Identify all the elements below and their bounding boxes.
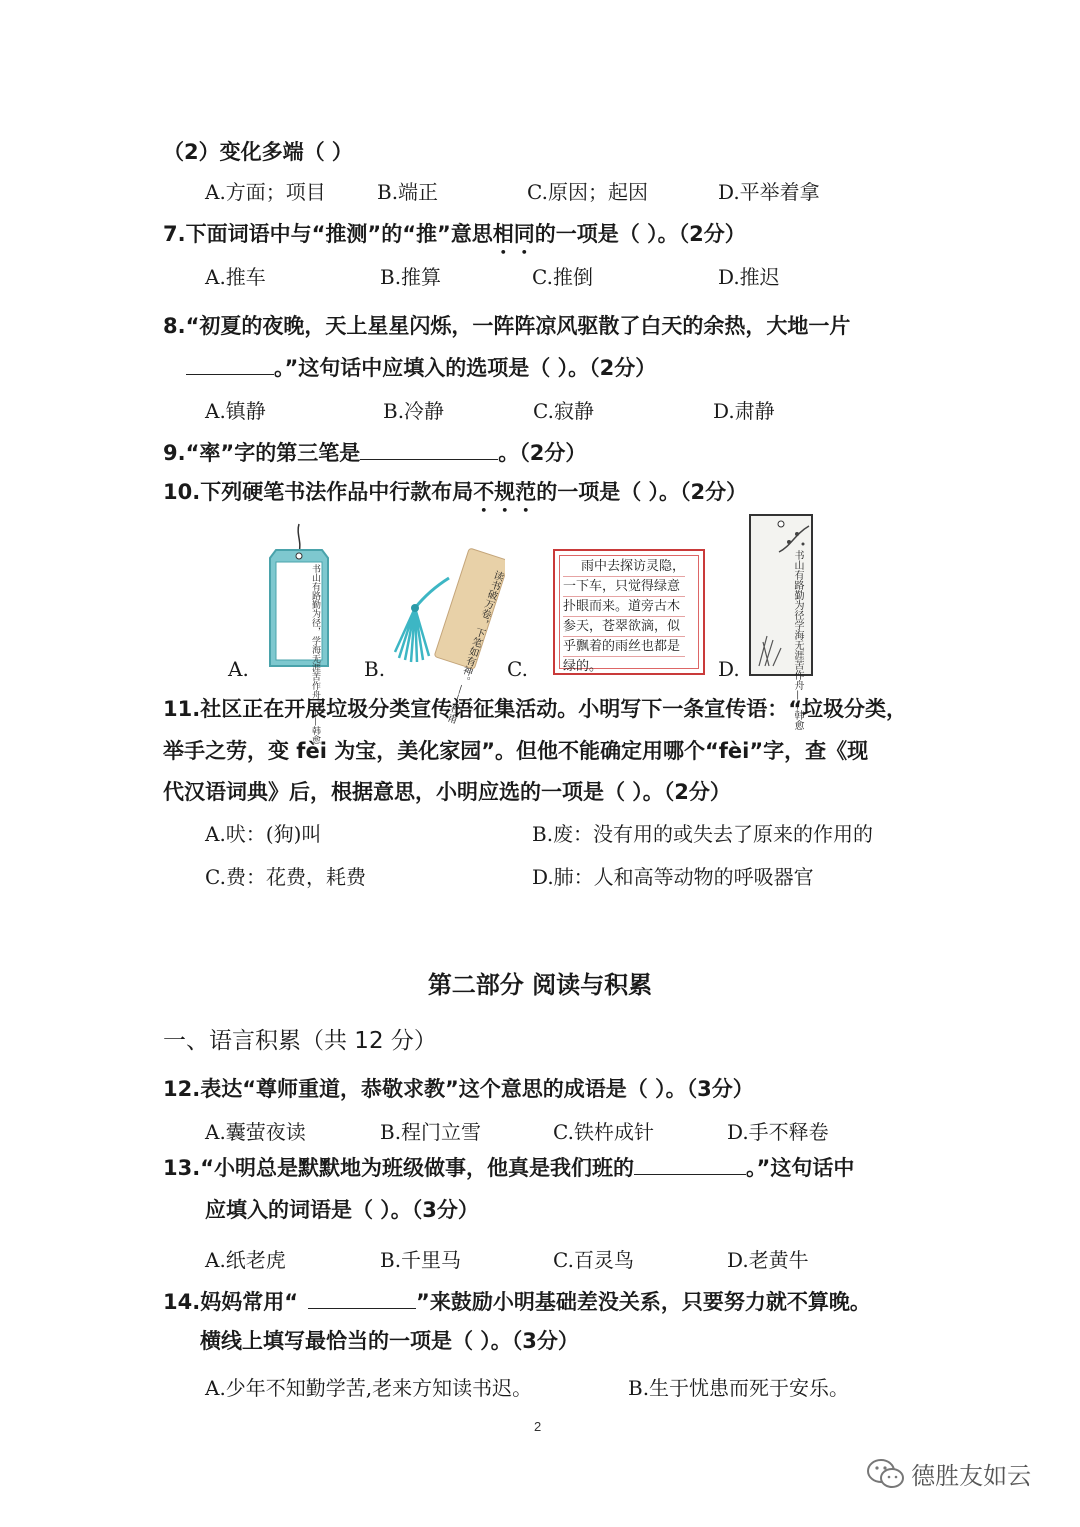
q8-option-c: C.寂静 xyxy=(533,399,594,423)
q10-label-c: C. xyxy=(507,657,528,681)
q7-stem-pre: 7.下面词语中与“推测”的“推”意思 xyxy=(163,222,493,246)
card-c-line-1: 雨中去探访灵隐， xyxy=(563,557,685,577)
q14-option-a: A.少年不知勤学苦,老来方知读书迟。 xyxy=(205,1376,533,1400)
q14-option-b: B.生于忧患而死于安乐。 xyxy=(628,1376,850,1400)
q6-2-option-c: C.原因；起因 xyxy=(527,180,648,204)
q13-stem-line1 xyxy=(163,1152,854,1182)
watermark xyxy=(866,1456,1031,1491)
q9-stem xyxy=(163,437,586,467)
bookmark-d-figure xyxy=(749,514,813,730)
q13-blank xyxy=(634,1156,746,1175)
q6-2-option-a: A.方面；项目 xyxy=(205,180,326,204)
bookmark-d-text: 书山有路勤为径学海无涯苦作舟——韩愈 xyxy=(792,550,803,730)
q7-option-a: A.推车 xyxy=(205,265,266,289)
card-c-text xyxy=(563,557,685,676)
q10-label-a: A. xyxy=(228,657,249,681)
bookmark-b-figure xyxy=(393,548,505,725)
q10-stem-post: 的一项是（ ）。（2分） xyxy=(536,480,748,504)
q10-stem xyxy=(163,476,747,517)
q12-stem: 12.表达“尊师重道，恭敬求教”这个意思的成语是（ ）。（3分） xyxy=(163,1077,754,1101)
card-c-line-5: 乎飘着的雨丝也都是 xyxy=(563,637,685,657)
q10-label-d: D. xyxy=(718,657,740,681)
q11-stem-line1: 11.社区正在开展垃圾分类宣传语征集活动。小明写下一条宣传语：“垃圾分类， xyxy=(163,697,907,721)
q12-option-a: A.囊萤夜读 xyxy=(205,1120,306,1144)
q8-stem-line1: 8.“初夏的夜晚，天上星星闪烁，一阵阵凉风驱散了白天的余热，大地一片 xyxy=(163,314,851,338)
q10-stem-dotted: 不规范 xyxy=(473,480,537,504)
page-number: 2 xyxy=(534,1419,542,1434)
q11-option-a: A.吠：(狗)叫 xyxy=(205,822,322,846)
q10-stem-pre: 10.下列硬笔书法作品中行款布局 xyxy=(163,480,474,504)
q11-option-d: D.肺：人和高等动物的呼吸器官 xyxy=(532,865,814,889)
card-c-line-6: 绿的。 xyxy=(563,659,603,674)
q13-option-a: A.纸老虎 xyxy=(205,1248,286,1272)
q8-option-d: D.肃静 xyxy=(713,399,775,423)
q13-stem-pre: 13.“小明总是默默地为班级做事，他真是我们班的 xyxy=(163,1156,635,1180)
q12-option-c: C.铁杵成针 xyxy=(553,1120,654,1144)
watermark-text: 德胜友如云 xyxy=(911,1462,1032,1490)
q7-stem xyxy=(163,218,746,259)
q7-option-b: B.推算 xyxy=(380,265,442,289)
q13-option-b: B.千里马 xyxy=(380,1248,462,1272)
q11-option-b: B.废：没有用的或失去了原来的作用的 xyxy=(532,822,874,846)
q7-stem-post: 的一项是（ ）。（2分） xyxy=(534,222,746,246)
q14-blank xyxy=(308,1290,416,1309)
q14-stem-pre: 14.妈妈常用“ xyxy=(163,1290,299,1314)
q13-stem-post: 。”这句话中 xyxy=(746,1156,855,1180)
card-c-line-3: 扑眼而来。道旁古木 xyxy=(563,597,685,617)
q8-option-a: A.镇静 xyxy=(205,399,266,423)
q13-stem-line2: 应填入的词语是（ ）。（3分） xyxy=(205,1198,479,1222)
q7-stem-dotted: 相同 xyxy=(492,222,535,246)
q10-label-b: B. xyxy=(364,657,386,681)
q9-stem-pre: 9.“率”字的第三笔是 xyxy=(163,441,361,465)
q9-stem-post: 。（2分） xyxy=(498,441,587,465)
q13-option-d: D.老黄牛 xyxy=(727,1248,809,1272)
card-c-line-4: 参天，苍翠欲滴，似 xyxy=(563,617,685,637)
q6-2-stem: （2）变化多端（ ） xyxy=(163,140,353,164)
q7-option-d: D.推迟 xyxy=(718,265,780,289)
q6-2-option-b: B.端正 xyxy=(377,180,439,204)
bookmark-a-text: 书山有路勤为径，学海无涯苦作舟。——韩愈 xyxy=(310,564,320,744)
q8-option-b: B.冷静 xyxy=(383,399,445,423)
q6-2-option-d: D.平举着拿 xyxy=(718,180,820,204)
wechat-icon xyxy=(866,1457,906,1491)
q13-option-c: C.百灵鸟 xyxy=(553,1248,634,1272)
section-heading: 一、语言积累（共 12 分） xyxy=(163,1028,437,1054)
q12-option-d: D.手不释卷 xyxy=(727,1120,829,1144)
part2-title: 第二部分 阅读与积累 xyxy=(427,971,653,999)
q14-stem-line2: 横线上填写最恰当的一项是（ ）。（3分） xyxy=(200,1329,579,1353)
q12-option-b: B.程门立雪 xyxy=(380,1120,482,1144)
q14-stem-post: ”来鼓励小明基础差没关系，只要努力就不算晚。 xyxy=(416,1290,871,1314)
bookmark-b-text: 读书破万卷，下笔如有神。——杜甫 xyxy=(444,568,504,725)
q11-option-c: C.费：花费，耗费 xyxy=(205,865,366,889)
q9-blank xyxy=(360,441,498,460)
card-c-figure xyxy=(553,549,705,675)
q8-stem-line2-text: 。”这句话中应填入的选项是（ ）。（2分） xyxy=(274,356,657,380)
q8-stem-line2 xyxy=(186,352,656,382)
q7-option-c: C.推倒 xyxy=(532,265,593,289)
q11-stem-line3: 代汉语词典》后，根据意思，小明应选的一项是（ ）。（2分） xyxy=(163,780,731,804)
q14-stem-line1 xyxy=(163,1286,871,1316)
q8-blank xyxy=(186,356,274,375)
card-c-line-2: 一下车，只觉得绿意 xyxy=(563,577,685,597)
bookmark-a-figure xyxy=(266,522,332,744)
q11-stem-line2: 举手之劳，变 fèi 为宝，美化家园”。但他不能确定用哪个“fèi”字，查《现 xyxy=(163,739,869,763)
